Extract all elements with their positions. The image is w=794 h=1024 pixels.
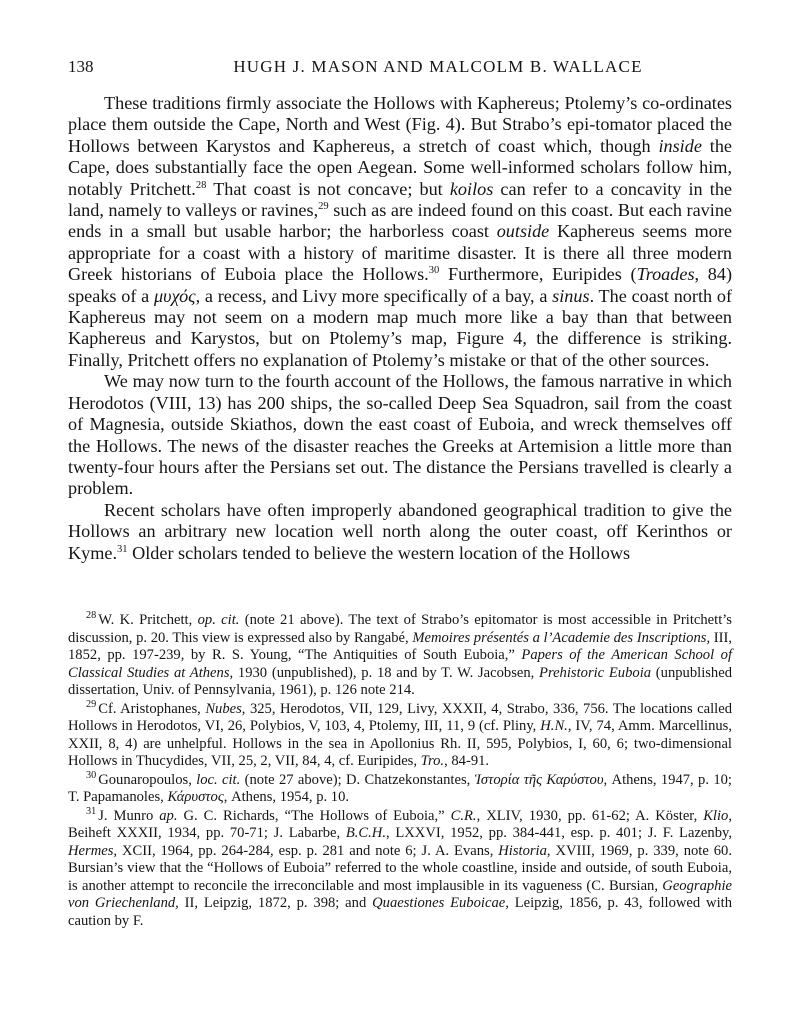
footnotes [68,612,732,931]
footnote-ref-28: 28 [195,179,207,191]
footnote-number: 29 [86,698,97,710]
footnote-31: $^{31}$ J. Munro ap. G. C. Richards, “The Hollows of Euboia,” C.R., XLIV, 1930, pp. 61-62; A. Köster, Klio, Beiheft XXXII, 1934, pp. 70-71; J. Labarbe, B.C.H., LXXVI, 1952, pp. 384-441, esp. p. 401; J. F. Lazenby, Hermes, XCII, 1964, pp. 264-284, esp. p. 281 and note 6; J. A. Evans, Historia, XVIII, 1969, p. 339, note 60. Bursian’s view that the “Hollows of Euboia” referred to the whole coastline, inside and outside, of south Euboia, is another attempt to reconcile the irreconcilable and most implausible in its vagueness (C. Bursian, Geographie von Griechenland, II, Leipzig, 1872, p. 398; and Quaestiones Euboicae, Leipzig, 1856, p. 43, followed with caution by F. [68,805,732,929]
footnote-number: 31 [86,805,97,817]
footnote-number: 30 [86,769,97,781]
footnote-ref-29: 29 [318,200,329,212]
footnote-30: $^{30}$ Gounaropoulos, loc. cit. (note 27 above); D. Chatzekonstantes, Ἱστορία τῆς Καρύστου, Athens, 1947, p. 10; T. Papamanoles, Κάρυστος, Athens, 1954, p. 10. [68,769,732,805]
running-head: HUGH J. MASON AND MALCOLM B. WALLACE [233,57,643,76]
footnote-number: 28 [86,610,97,622]
footnote-ref-31: 31 [117,543,128,555]
footnote-ref-30: 30 [428,265,440,277]
body-paragraph-2: We may now turn to the fourth account of the Hollows, the famous narrative in which Herodotos (VIII, 13) has 200 ships, the so-called Deep Sea Squadron, sail from the coast of Magnesia, outside Skiathos, down the east coast of Euboia, and wreck themselves off the Hollows. The news of the disaster reaches the Greeks at Artemision a little more than twenty-four hours after the Persians set out. The distance the Persians travelled is clearly a problem. [68,371,732,499]
footnote-29: $^{29}$ Cf. Aristophanes, Nubes, 325, Herodotos, VII, 129, Livy, XXXII, 4, Strabo, 336, 756. The locations called Hollows in Herodotos, VI, 26, Polybios, V, 103, 4, Ptolemy, III, 11, 9 (cf. Pliny, H.N., IV, 74, Amm. Marcellinus, XXII, 8, 4) are unhelpful. Hollows in the sea in Apollonius Rh. II, 595, Polybios, I, 60, 6; two-dimensional Hollows in Thucydides, VII, 25, 2, VII, 84, 4, cf. Euripides, Tro., 84-91. [68,698,733,769]
page-number: 138 [68,57,94,76]
body-paragraph-3: Recent scholars have often improperly abandoned geographical tradition to give the Hollows an arbitrary new location well north along the outer coast, off Kerinthos or Kyme.$^{31}$ Older scholars tended to believe the western location of the Hollows [68,499,732,563]
page-header [68,57,728,83]
body-text [68,93,732,564]
body-paragraph-1: These traditions firmly associate the Hollows with Kaphereus; Ptolemy’s co-ordinates place them outside the Cape, North and West (Fig. 4). But Strabo’s epi-tomator placed the Hollows between Karystos and Kaphereus, a stretch of coast which, though inside the Cape, does substantially face the open Aegean. Some well-informed scholars follow him, notably Pritchett.$^{28}$ That coast is not concave; but koilos can refer to a concavity in the land, namely to valleys or ravines,$^{29}$ such as are indeed found on this coast. But each ravine ends in a small but usable harbor; the harborless coast outside Kaphereus seems more appropriate for a coast with a history of maritime disaster. It is there all three modern Greek historians of Euboia place the Hollows.$^{30}$ Furthermore, Euripides (Troades, 84) speaks of a μυχός, a recess, and Livy more specifically of a bay, a sinus. The coast north of Kaphereus may not seem on a modern map much more like a bay than that between Kaphereus and Karystos, but on Ptolemy’s map, Figure 4, the difference is striking. Finally, Pritchett offers no explanation of Ptolemy’s mistake or that of the other sources. [68,93,733,370]
footnote-28: $^{28}$ W. K. Pritchett, op. cit. (note 21 above). The text of Strabo’s epitomator is most accessible in Pritchett’s discussion, p. 20. This view is expressed also by Rangabé, Memoires présentés a l’Academie des Inscriptions, III, 1852, pp. 197-239, by R. S. Young, “The Antiquities of South Euboia,” Papers of the American School of Classical Studies at Athens, 1930 (unpublished), p. 18 and by T. W. Jacobsen, Prehistoric Euboia (unpublished dissertation, Univ. of Pennsylvania, 1961), p. 126 note 214. [68,610,733,698]
